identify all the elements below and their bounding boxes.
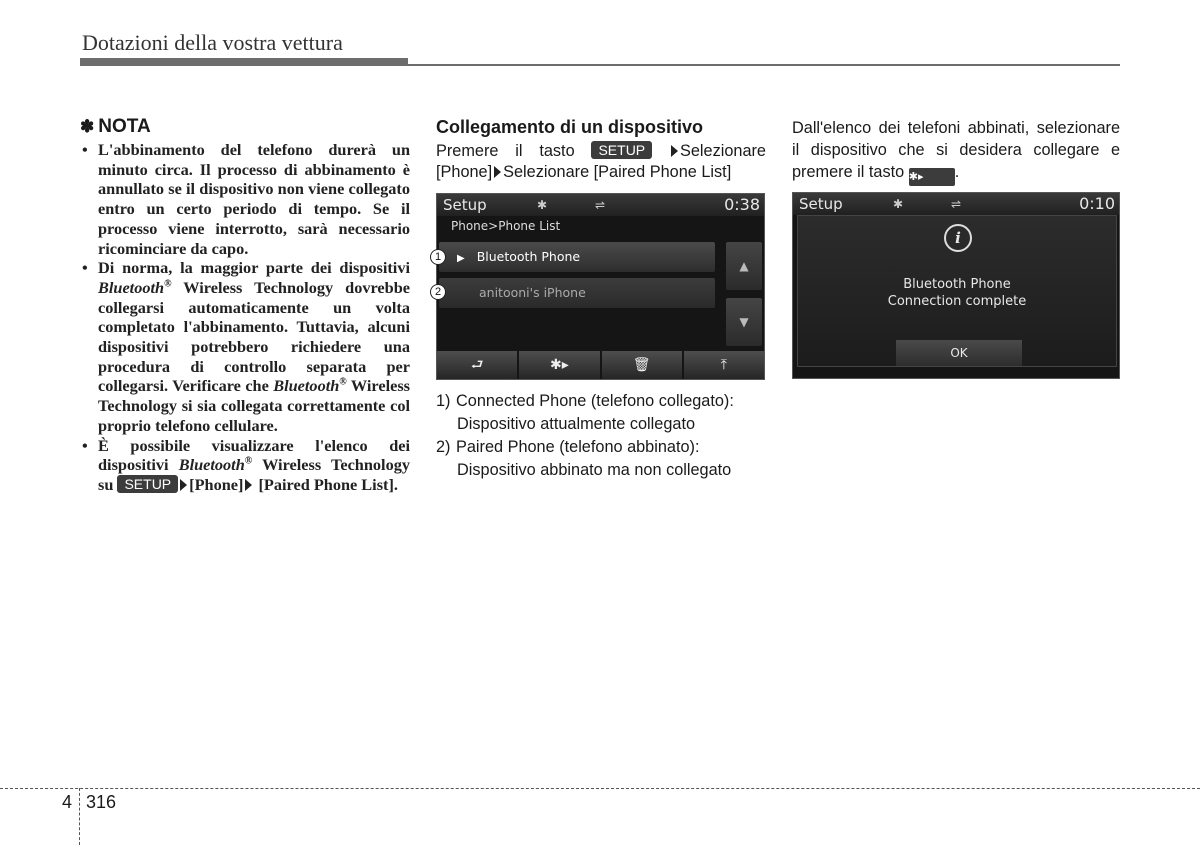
legend-notes: 1) Connected Phone (telefono collegato): Dispositivo attualmente collegato 2) Paired Phone (telefono abbinato): Dispositivo abbinato ma non collegato bbox=[436, 390, 766, 482]
phone-list-screen bbox=[436, 193, 765, 380]
chapter-number: 4 bbox=[62, 792, 73, 812]
softkey-bar bbox=[437, 351, 764, 379]
play-icon: ▶ bbox=[457, 253, 465, 264]
ok-button[interactable]: OK bbox=[896, 340, 1022, 366]
usb-icon: ⇌ bbox=[595, 198, 606, 212]
screen-status-bar bbox=[793, 193, 1119, 215]
bluetooth-icon: ✱ bbox=[893, 197, 904, 211]
scroll-up-button[interactable]: ▲ bbox=[726, 242, 762, 290]
connection-complete-screen bbox=[792, 192, 1120, 379]
screen-title: Setup bbox=[799, 195, 843, 213]
screen-clock: 0:38 bbox=[724, 195, 760, 214]
callout-1: 1 bbox=[430, 249, 446, 265]
header-rule-thick bbox=[80, 58, 408, 66]
dialog-message: Bluetooth Phone Connection complete bbox=[887, 277, 1027, 309]
page-number: 316 bbox=[86, 792, 117, 812]
setup-key-icon: SETUP bbox=[117, 475, 178, 493]
footer-rule bbox=[0, 788, 1200, 789]
bluetooth-key-icon: ✱▸ bbox=[909, 168, 955, 186]
section-title: Collegamento di un dispositivo bbox=[436, 117, 704, 137]
bluetooth-icon: ✱ bbox=[537, 198, 548, 212]
nota-title: ✽ NOTA bbox=[80, 116, 151, 137]
page-header-title: Dotazioni della vostra vettura bbox=[82, 30, 343, 55]
arrow-right-icon bbox=[245, 479, 252, 491]
arrow-right-icon bbox=[180, 479, 187, 491]
scroll-down-button[interactable]: ▼ bbox=[726, 298, 762, 346]
connection-dialog bbox=[797, 215, 1117, 367]
note-2: 2) Paired Phone (telefono abbinato): bbox=[436, 438, 700, 456]
nota-bullet-3: • È possibile visualizzare l'elenco dei dispositivi Bluetooth® Wireless Technology su SETUP [Phone] [Paired Phone List]. bbox=[80, 436, 410, 495]
back-icon[interactable]: ⮐ bbox=[437, 351, 517, 379]
bluetooth-connect-icon[interactable]: ✱▸ bbox=[519, 351, 599, 379]
footer-divider bbox=[79, 788, 80, 845]
info-icon: i bbox=[944, 224, 972, 252]
arrow-right-icon bbox=[494, 166, 501, 178]
nota-box bbox=[80, 116, 410, 495]
connect-section bbox=[436, 117, 766, 183]
right-instructions: Dall'elenco dei telefoni abbinati, selezionare il dispositivo che si desidera collegare e premere il tasto ✱▸ . bbox=[792, 117, 1120, 186]
screen-title: Setup bbox=[443, 196, 487, 214]
screen-status-bar bbox=[437, 194, 764, 216]
nota-list bbox=[80, 140, 410, 495]
screen-clock: 0:10 bbox=[1079, 194, 1115, 213]
arrow-right-icon bbox=[671, 145, 678, 157]
list-item-paired-phone[interactable]: anitooni's iPhone bbox=[439, 278, 715, 308]
list-item-connected-phone[interactable]: ▶ Bluetooth Phone bbox=[439, 242, 715, 272]
header-rule-thin bbox=[408, 64, 1120, 66]
screen-breadcrumb: Phone>Phone List bbox=[451, 219, 561, 233]
asterisk-icon: ✽ bbox=[80, 117, 95, 136]
callout-2: 2 bbox=[430, 284, 446, 300]
move-top-icon[interactable]: ⤒ bbox=[684, 351, 764, 379]
nota-bullet-2: • Di norma, la maggior parte dei dispositivi Bluetooth® Wireless Technology dovrebbe collegarsi automaticamente un volta completato l'abbinamento. Tuttavia, alcuni dispositivi potrebbero richiedere una procedura di controllo separata per collegarsi. Verificare che Bluetooth® Wireless Technology si sia collegata correttamente col proprio telefono cellulare. bbox=[80, 258, 410, 435]
note-1: 1) Connected Phone (telefono collegato): bbox=[436, 392, 734, 410]
usb-icon: ⇌ bbox=[951, 197, 962, 211]
section-instructions: Premere il tasto SETUP Selezionare [Phone] Selezionare [Paired Phone List] bbox=[436, 142, 766, 181]
nota-bullet-1: • L'abbinamento del telefono durerà un minuto circa. Il processo di abbinamento è annullato se il dispositivo non viene collegato entro un certo periodo di tempo. Se il processo viene interrotto, sarà necessario ricominciare da capo. bbox=[80, 140, 410, 258]
trash-icon[interactable]: 🗑 bbox=[602, 351, 682, 379]
setup-key-icon: SETUP bbox=[591, 141, 652, 159]
